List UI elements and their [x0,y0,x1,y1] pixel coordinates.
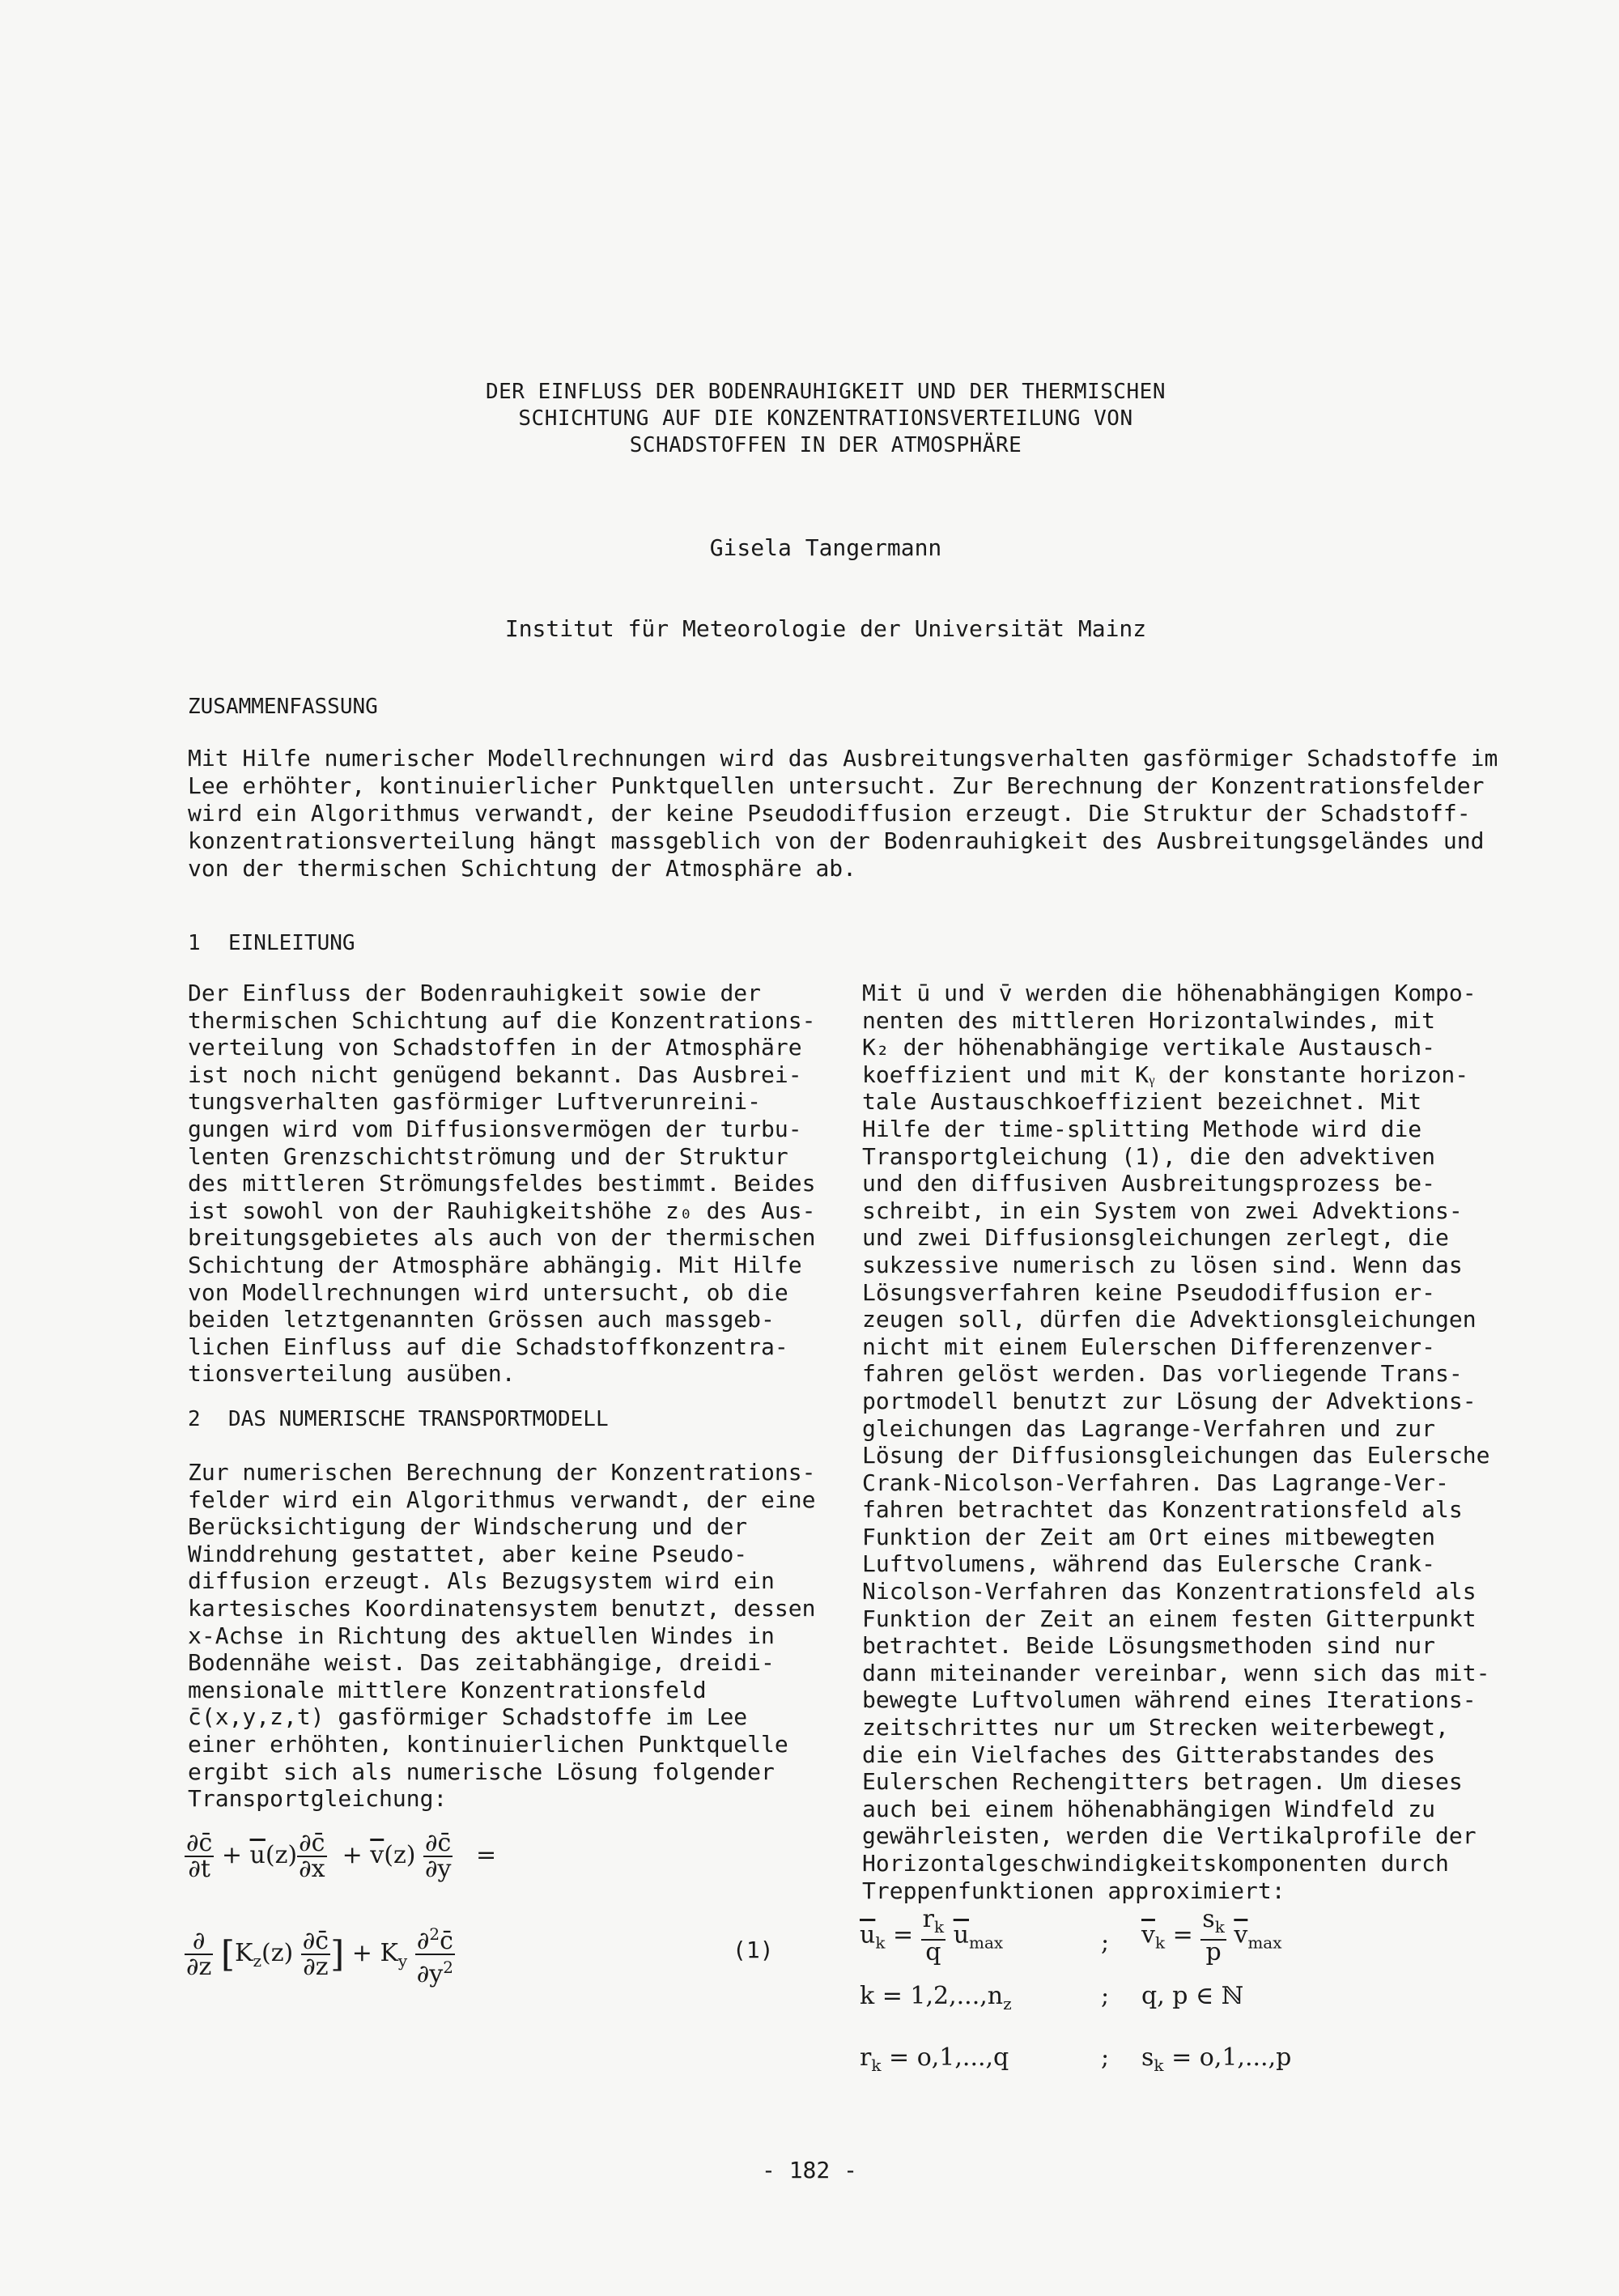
text-line: betrachtet. Beide Lösungsmethoden sind nur [862,1632,1436,1660]
s-range-text: = o,1,...,p [1171,2043,1292,2072]
text-line: Zur numerischen Berechnung der Konzentrations- [188,1459,816,1486]
text-line: beiden letztgenannten Grössen auch massgeb- [188,1306,775,1333]
text-line: koeffizient und mit Kᵧ der konstante horizon- [862,1061,1469,1088]
text-line: kartesisches Koordinatensystem benutzt, dessen [188,1594,816,1622]
text-line: von Modellrechnungen wird untersucht, ob die [188,1278,788,1306]
step-function-v: $\overline{v}_k$ = $\frac{s_k}{p}$ $\overline{v}_{max}$ [1141,1905,1282,1966]
abstract-heading: ZUSAMMENFASSUNG [188,695,378,719]
text-line: Crank-Nicolson-Verfahren. Das Lagrange-Ver- [862,1469,1449,1496]
text-line: portmodell benutzt zur Lösung der Advektions- [862,1387,1477,1414]
text-line: Funktion der Zeit an einem festen Gitterpunkt [862,1605,1477,1632]
text-line: ergibt sich als numerische Lösung folgender [188,1758,775,1785]
text-line: mensionale mittlere Konzentrationsfeld [188,1676,707,1703]
text-line: K₂ der höhenabhängige vertikale Austausch- [862,1034,1436,1061]
text-line: thermischen Schichtung auf die Konzentrations- [188,1006,816,1034]
text-line: ist sowohl von der Rauhigkeitshöhe z₀ des Aus- [188,1197,816,1224]
text-line: und den diffusiven Ausbreitungsprozess be- [862,1170,1436,1197]
text-line: Schichtung der Atmosphäre abhängig. Mit Hilfe [188,1251,802,1278]
text-line: Nicolson-Verfahren das Konzentrationsfeld als [862,1578,1477,1605]
transport-equation-rhs: $\frac{\partial}{\partial z}$ [$K_z(z)$ $\frac{\partial c̄}{\partial z}$ ] + $K_y$ $\frac{\partial^2c̄}{\partial y^2}$ [185,1922,455,1987]
title-line-2: SCHICHTUNG AUF DIE KONZENTRATIONSVERTEILUNG VON [518,406,1133,431]
text-line: zeitschrittes nur um Strecken weiterbewegt, [862,1714,1449,1741]
text-line: verteilung von Schadstoffen in der Atmosphäre [188,1034,802,1061]
text-line: x-Achse in Richtung des aktuellen Windes in [188,1622,775,1649]
text-line: Bodennähe weist. Das zeitabhängige, dreidi- [188,1649,775,1677]
text-line: lenten Grenzschichtströmung und der Struktur [188,1142,788,1170]
r-range-text: = o,1,...,q [889,2043,1009,2072]
text-line: Horizontalgeschwindigkeitskomponenten durch [862,1850,1449,1877]
institute: Institut für Meteorologie der Universität Mainz [504,615,1147,642]
qp-natural: q, p ∈ ℕ [1141,1982,1244,2010]
text-line: lichen Einfluss auf die Schadstoffkonzentra- [188,1333,788,1360]
text-line: felder wird ein Algorithmus verwandt, der eine [188,1486,816,1513]
text-line: tale Austauschkoeffizient bezeichnet. Mit [862,1088,1422,1116]
abstract-line: Lee erhöhter, kontinuierlicher Punktquellen untersucht. Zur Berechnung der Konzentrationsfelder [188,772,1485,799]
section-2-heading [188,1407,609,1431]
text-line: gleichungen das Lagrange-Verfahren und zur [862,1414,1436,1442]
text-line: Der Einfluss der Bodenrauhigkeit sowie der [188,980,762,1006]
text-line: schreibt, in ein System von zwei Advektions- [862,1197,1463,1224]
text-line: nenten des mittleren Horizontalwindes, mit [862,1006,1436,1034]
text-line: breitungsgebietes als auch von der thermischen [188,1224,816,1252]
text-line: diffusion erzeugt. Als Bezugsystem wird ein [188,1567,775,1595]
text-line: tionsverteilung ausüben. [188,1360,516,1388]
title-line-1: DER EINFLUSS DER BODENRAUHIGKEIT UND DER THERMISCHEN [486,380,1166,404]
text-line: zeugen soll, dürfen die Advektionsgleichungen [862,1306,1477,1333]
text-line: auch bei einem höhenabhängigen Windfeld zu [862,1795,1436,1822]
text-line: nicht mit einem Eulerschen Differenzenver- [862,1333,1436,1360]
title-line-3: SCHADSTOFFEN IN DER ATMOSPHÄRE [629,433,1022,457]
text-line: dann miteinander vereinbar, wenn sich das mit- [862,1659,1490,1686]
section-1-title: EINLEITUNG [228,931,355,955]
text-line: fahren gelöst werden. Das vorliegende Trans- [862,1360,1463,1388]
k-range [860,1982,1012,2013]
text-line: Winddrehung gestattet, aber keine Pseudo- [188,1540,748,1567]
abstract-line: konzentrationsverteilung hängt massgeblich von der Bodenrauhigkeit des Ausbreitungsgeländes und [188,827,1485,854]
section-1-number: 1 [188,931,201,955]
text-line: Luftvolumens, während das Eulersche Crank- [862,1550,1436,1578]
text-line: die ein Vielfaches des Gitterabstandes des [862,1741,1436,1768]
r-range: $r_k = o,1,...,q$ [860,2043,1009,2075]
text-line: ist noch nicht genügend bekannt. Das Ausbrei- [188,1061,802,1088]
k-range-text: k = 1,2,...,n [860,1982,1004,2010]
text-line: Transportgleichung: [188,1785,448,1813]
text-line: einer erhöhten, kontinuierlichen Punktquelle [188,1730,788,1758]
separator: ; [1101,2043,1110,2072]
separator: ; [1101,1928,1110,1957]
step-function-u: $\overline{u}_k$ = $\frac{r_k}{q}$ $\overline{u}_{max}$ [860,1905,1004,1966]
text-line: Lösungsverfahren keine Pseudodiffusion er- [862,1278,1436,1306]
text-line: des mittleren Strömungsfeldes bestimmt. Beides [188,1170,816,1197]
section-2-title: DAS NUMERISCHE TRANSPORTMODELL [228,1407,609,1431]
text-line: Lösung der Diffusionsgleichungen das Eulersche [862,1442,1490,1469]
text-line: und zwei Diffusionsgleichungen zerlegt, die [862,1224,1449,1252]
text-line: c̄(x,y,z,t) gasförmiger Schadstoffe im Lee [188,1703,748,1731]
page-number: - 182 - [761,2157,857,2183]
k-range-subscript: z [1003,1994,1012,2013]
abstract-text [188,745,1498,882]
right-column-text [862,980,1490,1904]
s-range: $s_k = o,1,...,p$ [1141,2043,1292,2075]
text-line: gungen wird vom Diffusionsvermögen der turbu- [188,1115,802,1142]
text-line: Mit ū und v̄ werden die höhenabhängigen Kompo- [862,980,1477,1006]
abstract-line: wird ein Algorithmus verwandt, der keine Pseudodiffusion erzeugt. Die Struktur der Schadstoff- [188,800,1471,827]
text-line: gewährleisten, werden die Vertikalprofile der [862,1822,1477,1850]
section-2-number: 2 [188,1407,201,1431]
text-line: Funktion der Zeit am Ort eines mitbewegten [862,1523,1436,1550]
text-line: Hilfe der time-splitting Methode wird die [862,1115,1422,1142]
abstract-line: Mit Hilfe numerischer Modellrechnungen wird das Ausbreitungsverhalten gasförmiger Schadstoffe im [188,745,1498,772]
text-line: sukzessive numerisch zu lösen sind. Wenn das [862,1251,1463,1278]
equation-number: (1) [733,1937,774,1963]
text-line: Berücksichtigung der Windscherung und der [188,1513,748,1541]
abstract-line: von der thermischen Schichtung der Atmosphäre ab. [188,855,857,882]
section-1-text [188,980,819,1388]
text-line: Transportgleichung (1), die den advektiven [862,1142,1436,1170]
transport-equation-lhs: $\frac{\partial c̄}{\partial t}$ + $\overline{u}(z)$ $\frac{\partial c̄}{\partial x}$ + $\overline{v}(z)$ $\frac{\partial c̄}{\partial y}$ = [186,1829,497,1883]
section-1-heading [188,931,355,955]
author: Gisela Tangermann [709,534,942,561]
text-line: fahren betrachtet das Konzentrationsfeld als [862,1496,1463,1524]
paper-title [340,379,1311,459]
section-2-text [188,1459,819,1813]
text-line: bewegte Luftvolumen während eines Iterations- [862,1686,1477,1714]
text-line: Eulerschen Rechengitters betragen. Um dieses [862,1768,1463,1796]
text-line: Treppenfunktionen approximiert: [862,1877,1285,1904]
text-line: tungsverhalten gasförmiger Luftverunreini- [188,1088,762,1116]
separator: ; [1101,1982,1110,2010]
